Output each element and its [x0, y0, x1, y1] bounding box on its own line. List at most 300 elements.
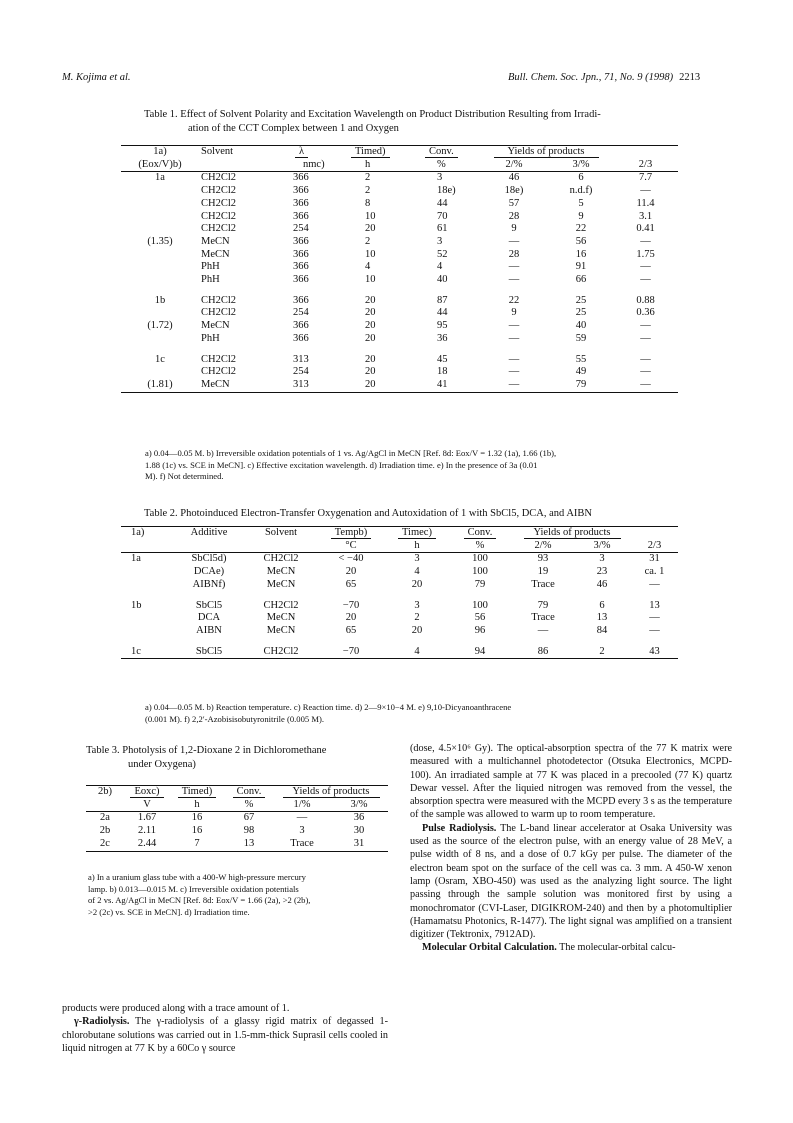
table1-cell: 8 [365, 197, 371, 209]
table1-cell: 18 [437, 366, 448, 378]
table3-caption-line: under Oxygena) [128, 759, 196, 770]
table3-head-cell: 1/% [274, 799, 330, 812]
table1-head-cell-text: Yields of products [494, 146, 599, 158]
table2-body [121, 553, 678, 659]
table3-cell: 2.11 [138, 825, 156, 837]
table2-spacer-row [121, 638, 678, 646]
table2-cell: 2 [414, 612, 420, 624]
table1-spacer-cell [121, 346, 678, 354]
table3-footnote-line: lamp. b) 0.013—0.015 M. c) Irreversible oxidation potentials [88, 883, 299, 894]
table1-cell: CH2Cl2 [201, 294, 237, 306]
table2-row [121, 566, 678, 579]
table1-cell: 366 [293, 294, 309, 306]
table2-cell: 4 [387, 646, 447, 659]
table1-cell: MeCN [201, 320, 230, 332]
table1-head-cell: h [339, 159, 407, 172]
table2-cell: −70 [342, 599, 360, 611]
table2-cell: AIBNf) [192, 578, 226, 590]
table1-cell: 366 [293, 320, 309, 332]
table3-cell: 98 [243, 825, 255, 837]
table1-cell: (1.35) [147, 235, 173, 247]
table1-cell: — [508, 353, 520, 365]
table2-cell: 65 [345, 578, 357, 590]
table1-spacer-cell [121, 287, 678, 295]
table1-head-cell [613, 146, 678, 159]
table1-cell: (1.81) [121, 379, 199, 392]
table3-head-cell: h [170, 799, 224, 812]
table1-row [121, 274, 678, 287]
table3-header-row [86, 786, 388, 799]
table2-cell: CH2Cl2 [247, 646, 315, 659]
table1-cell: 366 [293, 248, 309, 260]
table1-head-cell: 2/% [479, 159, 549, 172]
table2-cell: 20 [345, 612, 357, 624]
table2 [121, 526, 678, 659]
table2-cell: 100 [472, 566, 488, 578]
table1-head-cell: (Eox/V)b) [121, 159, 199, 172]
table2-cell: 43 [631, 646, 678, 659]
table2-cell: Trace [531, 612, 555, 624]
table2-header-row [121, 527, 678, 540]
table1-cell: 70 [437, 210, 448, 222]
body-paragraph [410, 822, 732, 942]
table1-head-cell [479, 146, 613, 159]
table1-cell: 49 [575, 366, 587, 378]
table1-caption-line: Table 1. Effect of Solvent Polarity and Excitation Wavelength on Product Distribution Resulting from Irradi- [144, 109, 601, 120]
table3-head-cell [124, 786, 170, 799]
table2-cell: — [649, 624, 660, 636]
table2-cell: CH2Cl2 [263, 599, 299, 611]
paragraph-text: The L-band linear accelerator at Osaka University was used as the source of the electron pulse, with an energy value of 28 MeV, a pulse width of 8 ns, and a dose of 0.7 kGy per pulse. The diameter of the electron beam spot on the surface of the cell was ca. 3 mm. A 450-W xenon lamp (Osram, XBO-450) was used as the analyzing light source. The light passing through the sample solution was monitored first by using a monochromator (CVI-Laser, DIGIKROM-240) and then by a photomultiplier (Hamamatsu Photonics, R-1477). The light signal was amplified on a transient digitizer (Tektronix, 7912AD). [410, 822, 732, 941]
table1-cell: 40 [437, 274, 448, 286]
table1-cell: 18e) [437, 185, 456, 197]
table1-cell: 313 [293, 353, 309, 365]
table1-cell [121, 366, 199, 379]
table1-head-cell: Solvent [199, 146, 279, 159]
table1-cell: 0.41 [636, 223, 655, 235]
table2-footnote-line: a) 0.04—0.05 M. b) Reaction temperature. c) Reaction time. d) 2—9×10−4 M. e) 9,10-Dicyanoanthracene [145, 702, 512, 712]
table1-cell: 1.75 [636, 248, 655, 260]
table1-cell [121, 249, 199, 262]
table2-cell: Trace [531, 578, 555, 590]
table2-cell: SbCl5 [195, 599, 223, 611]
table2-head-cell-text: Conv. [464, 527, 497, 539]
table1-cell: — [640, 274, 651, 286]
table1-cell: 366 [293, 210, 309, 222]
table1-cell: 254 [293, 366, 309, 378]
body-paragraph: products were produced along with a trace amount of 1. [62, 1003, 290, 1014]
table2-cell [121, 612, 171, 625]
table1-cell: 22 [575, 223, 587, 235]
table2-row [121, 600, 678, 613]
table1-cell: 366 [293, 235, 309, 247]
table2-cell: AIBN [196, 624, 222, 636]
table1-cell: 20 [365, 223, 376, 235]
table1-cell: — [640, 332, 651, 344]
table1-cell: 46 [508, 172, 520, 184]
table1-spacer-row [121, 346, 678, 354]
table3-cell: 67 [243, 812, 255, 824]
page-number: 2213 [679, 72, 701, 83]
table3-cell: 7 [170, 838, 224, 851]
table2-head-cell: 3/% [573, 540, 631, 553]
table2-cell: 93 [537, 553, 549, 565]
table3-head-cell: 3/% [330, 799, 388, 812]
table2-cell: — [649, 612, 660, 624]
table3-head-cell [274, 786, 388, 799]
table1-cell [121, 274, 199, 287]
section-heading: γ-Radiolysis. [74, 1016, 130, 1028]
table3-cell: 1.67 [137, 812, 157, 824]
table2-head-cell [171, 540, 247, 553]
paragraph-text: The γ-radiolysis of a glassy rigid matrix of degassed 1-chlorobutane solutions was carried out in 1.5-mm-thick Suprasil cells cooled in liquid nitrogen at 77 K by a 60Co γ source [62, 1016, 388, 1054]
table2-cell: 1b [131, 599, 142, 611]
section-heading: Molecular Orbital Calculation. [422, 942, 557, 954]
table1-cell: 366 [293, 185, 309, 197]
table1-row [121, 307, 678, 320]
table1-cell [121, 333, 199, 346]
table2-cell: — [649, 578, 660, 590]
table2-head-cell [247, 540, 315, 553]
table2-footnote-line: (0.001 M). f) 2,2′-Azobisisobutyronitrile (0.005 M). [145, 713, 324, 724]
table2-cell: 79 [474, 578, 486, 590]
table1-cell: CH2Cl2 [201, 353, 237, 365]
table3-cell: 2a [100, 812, 110, 824]
table1-cell: 0.36 [636, 307, 655, 319]
table2-spacer-cell [121, 592, 678, 600]
table3-cell: 30 [353, 825, 365, 837]
table3-row [86, 812, 388, 825]
table2-cell: 3 [414, 553, 420, 565]
table1-head-cell: 2/3 [613, 159, 678, 172]
table3-head-cell [86, 799, 124, 812]
table1-cell: — [479, 379, 549, 392]
table2-cell: MeCN [266, 612, 296, 624]
table3-cell: 16 [191, 812, 203, 824]
table1-cell: 40 [575, 320, 587, 332]
table1-cell: 20 [365, 320, 376, 332]
table1-cell: CH2Cl2 [201, 223, 237, 235]
table2-cell [121, 625, 171, 638]
table1-cell: 20 [365, 353, 376, 365]
body-paragraph [410, 941, 732, 954]
table1-head-cell: % [407, 159, 479, 172]
table1-cell: — [640, 353, 651, 365]
table2-spacer-cell [121, 638, 678, 646]
table2-head-cell-text: Yields of products [524, 527, 621, 539]
table1-cell: n.d.f) [569, 185, 593, 197]
table1-cell [121, 185, 199, 198]
table1-cell: 41 [407, 379, 479, 392]
table3-cell: 36 [353, 812, 365, 824]
table3-cell: — [296, 812, 308, 824]
table1-cell: 20 [365, 366, 376, 378]
table3-row [86, 838, 388, 851]
table2-cell: 100 [472, 599, 488, 611]
table1-row [121, 172, 678, 185]
table3-head-cell-text: Conv. [233, 786, 266, 798]
right-column-text [410, 742, 732, 955]
table1-cell: 28 [508, 210, 520, 222]
table2-cell: 20 [411, 624, 423, 636]
table1-cell: 36 [437, 332, 448, 344]
table1-cell: 313 [279, 379, 339, 392]
table1-cell: — [508, 366, 520, 378]
table1-cell: CH2Cl2 [201, 307, 237, 319]
body-paragraph: (dose, 4.5×10⁶ Gy). The optical-absorption spectra of the 77 K matrix were measured with a multichannel photodetector (Otsuka Electronics, MCPD-100). An irradiated sample at 77 K was placed in a precooled (77 K) quartz Dewar vessel. After the liquied nitrogen was removed from the vessel, the absorption spectra were measured with the MCPD every 3 s as the temperature of the sample was allowed to warm up to room temperature. [410, 743, 732, 821]
table1-cell: CH2Cl2 [201, 197, 237, 209]
section-heading: Pulse Radiolysis. [422, 822, 497, 834]
table1 [121, 145, 678, 393]
table2-cell: ca. 1 [644, 566, 665, 578]
table1-caption [144, 108, 684, 136]
table3-cell: 16 [191, 825, 203, 837]
table2-cell: 31 [649, 553, 660, 565]
table1-cell: — [508, 332, 520, 344]
table1-cell: 254 [293, 307, 309, 319]
table2-head-cell: Additive [171, 527, 247, 540]
table2-caption: Table 2. Photoinduced Electron-Transfer Oxygenation and Autoxidation of 1 with SbCl5, DCA, and AIBN [144, 508, 592, 519]
table2-head-cell-text: Timec) [398, 527, 436, 539]
table1-cell: 9 [511, 223, 517, 235]
table1-head-cell [407, 146, 479, 159]
table1-cell: — [640, 235, 651, 247]
table1-cell [121, 211, 199, 224]
table1-cell: — [640, 366, 651, 378]
table3-cell: 13 [224, 838, 274, 851]
table3-caption-line: Table 3. Photolysis of 1,2-Dioxane 2 in Dichloromethane [86, 745, 327, 756]
table2-row [121, 553, 678, 566]
table1-cell: 25 [575, 307, 587, 319]
table2-cell: 4 [414, 566, 420, 578]
table2-cell: 20 [345, 566, 357, 578]
table2-cell: 13 [596, 612, 608, 624]
table1-cell: 95 [437, 320, 448, 332]
table1-body [121, 172, 678, 392]
table2-cell: DCA [197, 612, 221, 624]
table1-cell: 18e) [504, 185, 524, 197]
table1-cell: 44 [437, 307, 448, 319]
table2-cell: 1c [121, 646, 171, 659]
journal-citation: Bull. Chem. Soc. Jpn., 71, No. 9 (1998) [508, 72, 674, 83]
table3 [86, 785, 388, 852]
table3-cell: 31 [330, 838, 388, 851]
table1-cell: — [640, 185, 651, 197]
table1-head-cell [199, 159, 279, 172]
table2-footnotes [145, 702, 685, 725]
table1-cell: 366 [293, 261, 309, 273]
table1-row [121, 261, 678, 274]
table3-cell: 2.44 [124, 838, 170, 851]
table1-cell: 20 [365, 307, 376, 319]
table1-cell: 66 [575, 274, 587, 286]
table2-row [121, 646, 678, 659]
table1-cell: 52 [437, 248, 448, 260]
table2-head-cell [121, 540, 171, 553]
table2-head-cell [447, 527, 513, 540]
table1-cell: 22 [508, 294, 520, 306]
table1-footnote-line: 1.88 (1c) vs. SCE in MeCN]. c) Effective excitation wavelength. d) Irradiation time. e) In the presence of 3a (0.01 [145, 459, 538, 470]
table2-cell: 1a [131, 553, 141, 565]
table2-cell: 84 [596, 624, 608, 636]
table1-cell: 3 [437, 235, 443, 247]
table3-header-row [86, 799, 388, 812]
table1-cell: 3 [437, 172, 443, 184]
left-column-text [62, 1002, 388, 1055]
table1-cell: 59 [575, 332, 587, 344]
table1-footnote-line: a) 0.04—0.05 M. b) Irreversible oxidation potentials of 1 vs. Ag/AgCl in MeCN [Ref. 8d: Eox/V = 1.32 (1a), 1.66 (1b), [145, 448, 557, 458]
table2-row [121, 612, 678, 625]
table1-cell: — [508, 274, 520, 286]
table1-cell: CH2Cl2 [201, 366, 237, 378]
table2-cell: 96 [474, 624, 486, 636]
table1-cell [121, 223, 199, 236]
table1-row [121, 236, 678, 249]
table3-caption [86, 744, 386, 772]
table1-row [121, 354, 678, 367]
table1-cell: MeCN [201, 248, 230, 260]
table1-cell: 254 [293, 223, 309, 235]
table1-head-cell-text: Conv. [425, 146, 458, 158]
table1-head-cell: 3/% [549, 159, 613, 172]
table1-cell [121, 198, 199, 211]
table1-cell: 55 [575, 353, 587, 365]
table3-footnote-line: >2 (2c) vs. SCE in MeCN]. d) Irradiation time. [88, 906, 250, 917]
table1-cell: 11.4 [636, 197, 655, 209]
table1-cell: 1a [155, 172, 165, 184]
table1-row [121, 211, 678, 224]
table3-head-cell [224, 786, 274, 799]
table1-cell: 87 [437, 294, 448, 306]
table1-header-row [121, 146, 678, 159]
table1-cell: 10 [365, 210, 376, 222]
table1-head-cell-text: λ [295, 146, 308, 158]
table1-row [121, 379, 678, 392]
table2-head-cell: Solvent [247, 527, 315, 540]
table3-cell: 2b [99, 825, 111, 837]
table1-cell [121, 261, 199, 274]
table1-row [121, 185, 678, 198]
table1-caption-line: ation of the CCT Complex between 1 and Oxygen [188, 123, 399, 134]
table1-row [121, 333, 678, 346]
table1-cell: 2 [365, 185, 371, 197]
table2-cell: −70 [315, 646, 387, 659]
table1-cell: 7.7 [638, 172, 653, 184]
table1-cell: 10 [365, 274, 376, 286]
table1-cell: 6 [578, 172, 584, 184]
table1-cell: PhH [201, 332, 220, 344]
table3-head-cell-text: Timed) [178, 786, 217, 798]
table1-cell: 366 [293, 197, 309, 209]
table1-row [121, 198, 678, 211]
table3-head-cell: % [224, 799, 274, 812]
table2-cell: 86 [513, 646, 573, 659]
table1-cell: — [508, 261, 520, 273]
table1-cell: 2 [365, 235, 371, 247]
table2-cell: 94 [447, 646, 513, 659]
table1-row [121, 320, 678, 333]
table2-cell: 2 [573, 646, 631, 659]
table1-row [121, 366, 678, 379]
running-header-journal [508, 72, 700, 83]
table1-cell: 4 [437, 261, 443, 273]
table3-cell: 2c [86, 838, 124, 851]
table3-body [86, 812, 388, 851]
table2-cell: 3 [599, 553, 605, 565]
table1-cell: MeCN [199, 379, 279, 392]
table3-cell: Trace [274, 838, 330, 851]
table1-cell: 25 [575, 294, 587, 306]
table2-head-cell-text: Tempb) [331, 527, 372, 539]
table2-cell: 20 [411, 578, 423, 590]
table1-cell: 9 [578, 210, 584, 222]
table1-footnotes [145, 448, 685, 483]
table1-cell: 1c [155, 353, 165, 365]
table2-cell: 56 [474, 612, 486, 624]
table1-cell: 2 [365, 172, 371, 184]
table2-head-cell: % [447, 540, 513, 553]
running-header-authors: M. Kojima et al. [62, 72, 131, 83]
table1-cell: 20 [339, 379, 407, 392]
table1-cell: 57 [508, 197, 520, 209]
table1-cell: CH2Cl2 [201, 185, 237, 197]
table1-head-cell-text: Timed) [351, 146, 390, 158]
table2-head-cell: 1a) [121, 527, 171, 540]
table1-cell: (1.72) [147, 320, 173, 332]
table1-cell: 366 [293, 332, 309, 344]
table2-header-row [121, 540, 678, 553]
table1-cell: MeCN [201, 235, 230, 247]
table1-cell: — [508, 320, 520, 332]
table2-head-cell [631, 527, 678, 540]
table2-head-cell: 2/3 [631, 540, 678, 553]
table3-row [86, 825, 388, 838]
table1-cell: 79 [549, 379, 613, 392]
table2-cell: 3 [414, 599, 420, 611]
table2-cell: CH2Cl2 [263, 553, 299, 565]
table2-head-cell [387, 527, 447, 540]
table1-cell: — [640, 320, 651, 332]
table1-cell: 366 [293, 172, 309, 184]
table1-cell: — [613, 379, 678, 392]
table1-head-cell: 1a) [121, 146, 199, 159]
table2-cell: 65 [345, 624, 357, 636]
table1-cell: 4 [365, 261, 371, 273]
table2-head-cell [513, 527, 631, 540]
table1-cell: 61 [437, 223, 448, 235]
table1-cell: 16 [575, 248, 587, 260]
table1-spacer-row [121, 287, 678, 295]
table1-cell: 1b [154, 294, 166, 306]
table1-head-cell: nmc) [279, 159, 339, 172]
table2-cell [121, 566, 171, 579]
table1-cell: 3.1 [638, 210, 653, 222]
table2-cell [121, 579, 171, 592]
table1-cell: 366 [293, 274, 309, 286]
table3-head-cell: 2b) [86, 786, 124, 799]
table2-cell: 13 [649, 599, 660, 611]
table3-head-cell-text: Yields of products [283, 786, 380, 798]
table1-cell: 0.88 [636, 294, 655, 306]
table1-cell [121, 307, 199, 320]
table1-cell: 45 [437, 353, 448, 365]
table2-cell: 79 [537, 599, 549, 611]
table1-cell: 28 [508, 248, 520, 260]
table1-cell: PhH [201, 261, 220, 273]
table1-cell: PhH [201, 274, 220, 286]
table3-footnote-line: of 2 vs. Ag/AgCl in MeCN [Ref. 8d: Eox/V = 1.66 (2a), >2 (2b), [88, 895, 311, 905]
table3-head-cell: V [124, 799, 170, 812]
